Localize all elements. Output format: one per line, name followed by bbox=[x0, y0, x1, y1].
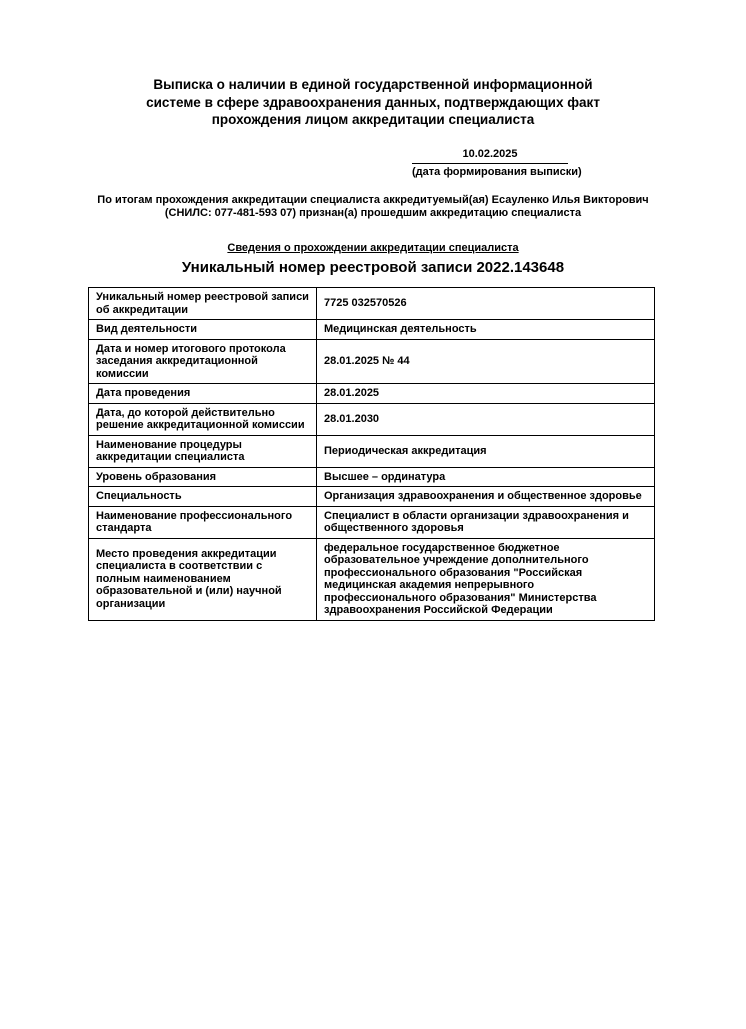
row-label: Уровень образования bbox=[89, 467, 317, 487]
row-label: Наименование профессионального стандарта bbox=[89, 506, 317, 538]
table-row-activity-type bbox=[89, 320, 655, 340]
table-row-education-level bbox=[89, 467, 655, 487]
table-row-professional-standard bbox=[89, 506, 655, 538]
extract-date: 10.02.2025 bbox=[412, 148, 568, 164]
row-value: Высшее – ординатура bbox=[317, 467, 655, 487]
row-label: Вид деятельности bbox=[89, 320, 317, 340]
row-label: Дата, до которой действительно решение аккредитационной комиссии bbox=[89, 403, 317, 435]
row-label: Наименование процедуры аккредитации специалиста bbox=[89, 435, 317, 467]
row-value: 28.01.2030 bbox=[317, 403, 655, 435]
row-label: Специальность bbox=[89, 487, 317, 507]
section-heading: Сведения о прохождении аккредитации специалиста bbox=[227, 242, 519, 254]
table-row-specialty bbox=[89, 487, 655, 507]
row-label: Место проведения аккредитации специалиста в соответствии с полным наименованием образовательной и (или) научной организации bbox=[89, 538, 317, 620]
row-value: 28.01.2025 bbox=[317, 384, 655, 404]
table-row-accreditation-place bbox=[89, 538, 655, 620]
table-row-procedure-name bbox=[89, 435, 655, 467]
row-label: Уникальный номер реестровой записи об аккредитации bbox=[89, 288, 317, 320]
row-value: 28.01.2025 № 44 bbox=[317, 339, 655, 384]
document-title-line: прохождения лицом аккредитации специалиста bbox=[211, 112, 535, 127]
table-row-registry-number bbox=[89, 288, 655, 320]
extract-date-block bbox=[412, 148, 582, 179]
row-value: Периодическая аккредитация bbox=[317, 435, 655, 467]
accreditation-details-table bbox=[88, 287, 655, 621]
extract-date-caption: (дата формирования выписки) bbox=[412, 166, 582, 178]
row-value: федеральное государственное бюджетное образовательное учреждение дополнительного профессионального образования "Российская медицинская академия непрерывного профессионального образования" Министерства здравоохранения Российской Федерации bbox=[317, 538, 655, 620]
row-label: Дата проведения bbox=[89, 384, 317, 404]
document-title-line: Выписка о наличии в единой государственной информационной bbox=[153, 77, 593, 92]
row-value: 7725 032570526 bbox=[317, 288, 655, 320]
table-row-conduct-date bbox=[89, 384, 655, 404]
row-value: Медицинская деятельность bbox=[317, 320, 655, 340]
document-title bbox=[0, 76, 746, 129]
intro-paragraph: По итогам прохождения аккредитации специалиста аккредитуемый(ая) Есауленко Илья Викторович (СНИЛС: 077-481-593 07) признан(а) прошедшим аккредитацию специалиста bbox=[97, 194, 649, 219]
row-value: Специалист в области организации здравоохранения и общественного здоровья bbox=[317, 506, 655, 538]
record-number-heading: Уникальный номер реестровой записи 2022.143648 bbox=[181, 259, 565, 276]
document-title-line: системе в сфере здравоохранения данных, подтверждающих факт bbox=[146, 94, 600, 110]
row-value: Организация здравоохранения и общественное здоровье bbox=[317, 487, 655, 507]
table-row-protocol-date-number bbox=[89, 339, 655, 384]
table-row-valid-until-date bbox=[89, 403, 655, 435]
row-label: Дата и номер итогового протокола заседания аккредитационной комиссии bbox=[89, 339, 317, 384]
